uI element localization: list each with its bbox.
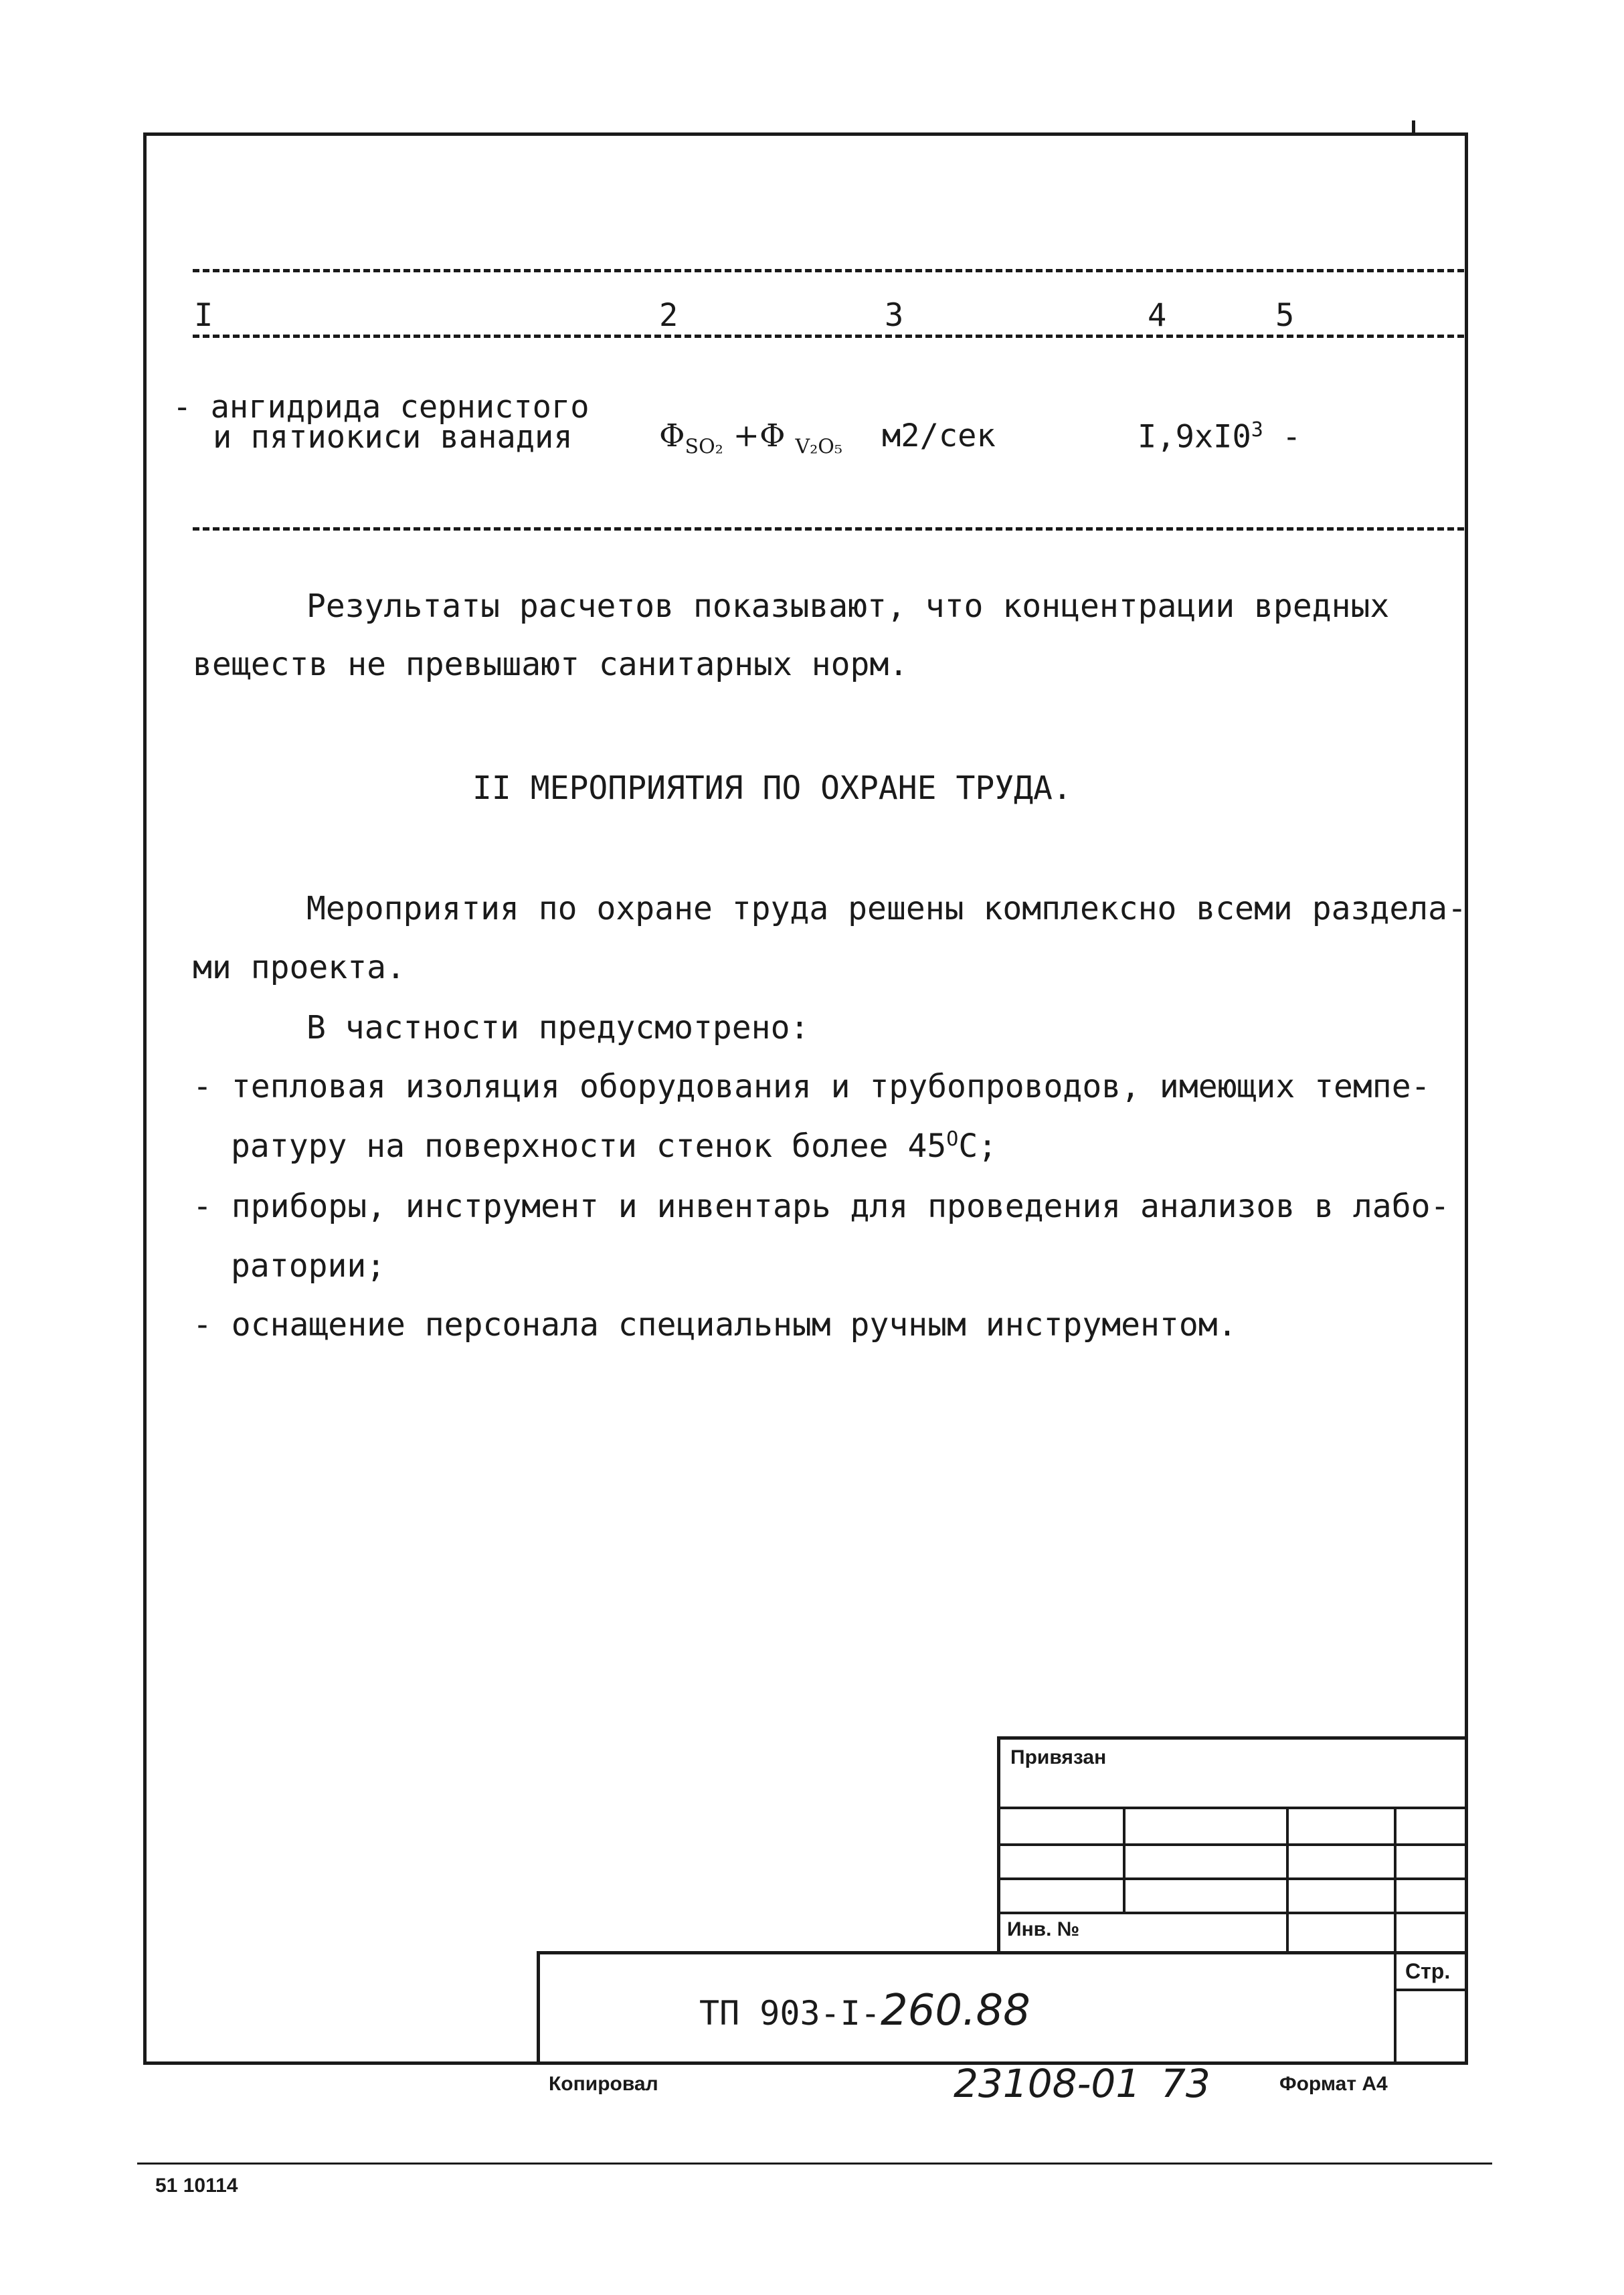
doc-code: ТП 903-I-260.88	[699, 1986, 1030, 2035]
format-label: Формат А4	[1279, 2073, 1388, 2095]
conclusion-line2: веществ не превышают санитарных норм.	[193, 646, 909, 683]
para1-line2: ми проекта.	[193, 949, 405, 986]
tb-page-line	[1394, 1989, 1468, 1991]
row-name-line1: - ангидрида сернистого	[173, 389, 590, 426]
table-top-dash	[193, 269, 1464, 272]
bullet2-line1: - приборы, инструмент и инвентарь для проведения анализов в лабо-	[193, 1188, 1450, 1225]
bullet3: - оснащение персонала специальным ручным инструментом.	[193, 1306, 1237, 1344]
row-name-line2: и пятиокиси ванадия	[213, 419, 573, 456]
privyazan-label: Привязан	[1010, 1746, 1107, 1768]
inv-no-label: Инв. №	[1007, 1918, 1080, 1940]
bullet1-line2: ратуру на поверхности стенок более $45^OС$;	[231, 1127, 998, 1165]
bullet1-line1: - тепловая изоляция оборудования и трубопроводов, имеющих темпе-	[193, 1068, 1431, 1105]
column-header-3: 3	[885, 297, 904, 334]
tb-hline-1	[997, 1807, 1468, 1809]
page-label: Стр.	[1405, 1959, 1451, 1983]
conclusion-line1: Результаты расчетов показывают, что концентрации вредных	[306, 587, 1390, 625]
order-number: 23108-01	[954, 2061, 1141, 2106]
para2: В частности предусмотрено:	[306, 1009, 810, 1046]
table-bottom-dash	[193, 527, 1464, 531]
tb-hline-2	[997, 1843, 1468, 1846]
frame-tick	[1412, 120, 1415, 135]
column-header-5: 5	[1275, 297, 1295, 334]
row-value: $I,9xI0^3$ -	[1138, 418, 1301, 456]
tb-hline-4	[997, 1912, 1468, 1914]
table-header-dash	[193, 335, 1464, 338]
column-header-2: 2	[659, 297, 679, 334]
row-symbol: $\Phi_{SO_2} +\Phi$ $_{V_2O_5}$	[659, 418, 842, 459]
sheet-number: 73	[1161, 2061, 1210, 2106]
para1-line1: Мероприятия по охране труда решены комплексно всеми разделa-	[306, 890, 1467, 927]
kopiroval-label: Копировал	[549, 2073, 658, 2095]
column-header-4: 4	[1148, 297, 1167, 334]
section-title: II МЕРОПРИЯТИЯ ПО ОХРАНЕ ТРУДА.	[472, 769, 1072, 807]
tb-vline-2	[1286, 1807, 1289, 1954]
tb-hline-3	[997, 1877, 1468, 1880]
stamp-number: 51 10114	[155, 2175, 238, 2197]
bottom-rule	[137, 2163, 1492, 2165]
bullet2-line2: ратории;	[231, 1247, 386, 1285]
tb-vline-1	[1123, 1807, 1125, 1914]
row-unit: м2/сек	[882, 418, 996, 454]
column-header-1: I	[194, 297, 213, 334]
